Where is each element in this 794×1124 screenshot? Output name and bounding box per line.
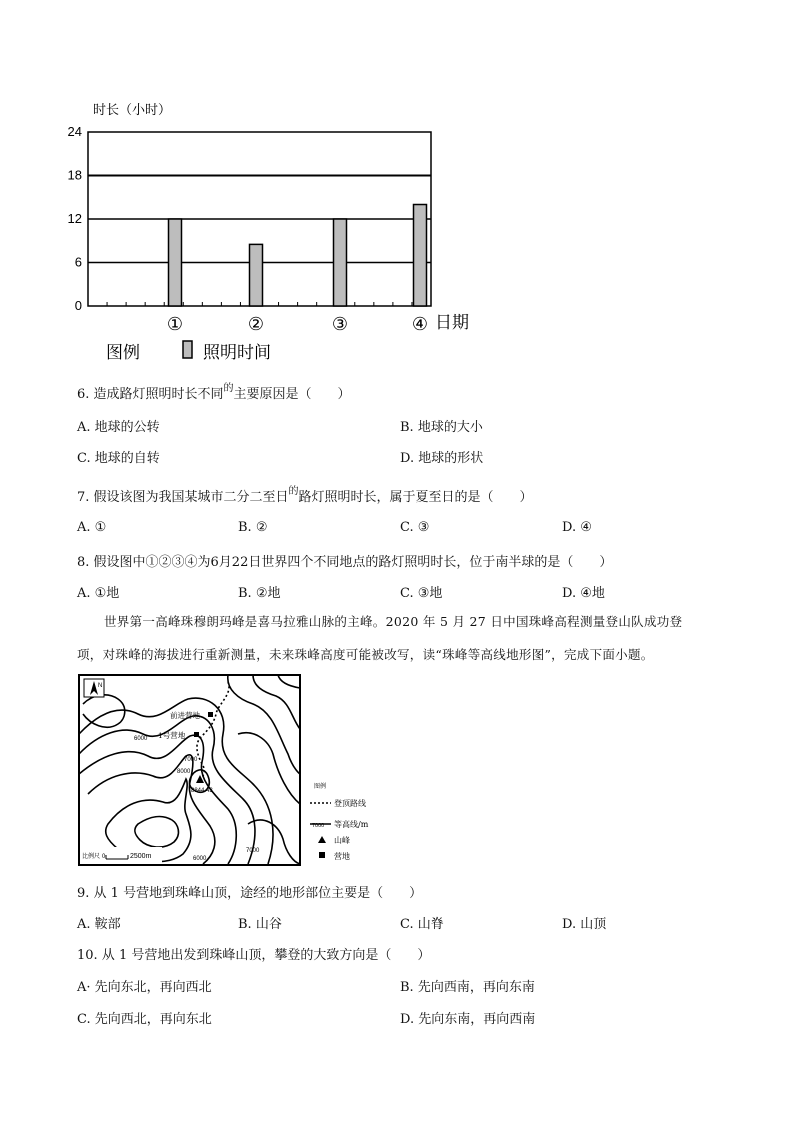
- question-6-stem: [77, 383, 351, 402]
- q9-option-d: D. 山顶: [562, 917, 607, 932]
- map-label-camp-1: 1号营地: [158, 731, 186, 740]
- map-label-7000-b: 7000: [246, 848, 260, 854]
- q6-stem-b: 主要原因是（ ）: [233, 387, 351, 402]
- q10-option-a: A· 先向东北，再向西北: [77, 980, 212, 995]
- map-label-6000-a: 6000: [134, 736, 148, 742]
- chart-ylabel: 时长（小时）: [93, 102, 172, 117]
- passage-line-2: 项，对珠峰的海拔进行重新测量，未来珠峰高度可能被改写，读“珠峰等高线地形图”，完成下面小题。: [77, 647, 654, 662]
- x-tick-label-4: ④: [411, 314, 429, 335]
- x-tick-labels: [167, 314, 428, 335]
- map-label-7000-a: 7000: [184, 757, 198, 763]
- bar-2: [250, 244, 263, 306]
- q10-option-c: C. 先向西北，再向东北: [77, 1012, 212, 1027]
- bar-3: [334, 219, 347, 306]
- y-tick-labels: [68, 124, 82, 313]
- q6-option-c: C. 地球的自转: [77, 451, 160, 466]
- q7-option-b: B. ②: [238, 520, 268, 535]
- q7-option-a: A. ①: [77, 520, 107, 535]
- q6-option-b: B. 地球的大小: [400, 420, 483, 435]
- q8-option-b: B. ②地: [238, 586, 281, 601]
- q10-option-b: B. 先向西南，再向东南: [400, 980, 535, 995]
- lighting-duration-chart: [67, 96, 488, 366]
- map-legend-camp: 营地: [334, 852, 350, 861]
- question-8-stem: 8. 假设图中①②③④为6月22日世界四个不同地点的路灯照明时长，位于南半球的是（ ）: [77, 555, 613, 570]
- map-legend: [310, 782, 369, 861]
- q7-stem-a: 7. 假设该图为我国某城市二分二至日: [77, 490, 289, 505]
- q6-stem-sup: 的: [223, 383, 234, 394]
- north-arrow: [84, 679, 104, 697]
- q10-option-d: D. 先向东南，再向西南: [400, 1012, 536, 1027]
- passage-line-1: 世界第一高峰珠穆朗玛峰是喜马拉雅山脉的主峰。2020 年 5 月 27 日中国珠峰高程测量登山队成功登: [104, 614, 683, 629]
- legend-bar-swatch: [183, 341, 192, 358]
- camp-marker-1: [194, 732, 199, 737]
- chart-legend-title: 图例: [106, 343, 140, 362]
- map-label-forward-camp: 前进营地: [170, 711, 200, 720]
- map-legend-title: 图例: [314, 783, 327, 790]
- q9-option-c: C. 山脊: [400, 917, 444, 932]
- y-tick-label: 18: [67, 167, 82, 183]
- q7-option-c: C. ③: [400, 520, 430, 535]
- y-tick-label: 24: [67, 124, 82, 139]
- chart-xlabel: 日期: [435, 313, 469, 332]
- q6-stem-a: 6. 造成路灯照明时长不同: [77, 387, 224, 402]
- everest-contour-map: [78, 674, 388, 870]
- y-tick-label: 0: [74, 298, 82, 313]
- y-tick-label: 6: [74, 254, 82, 270]
- map-legend-camp-icon: [319, 852, 325, 858]
- q6-option-a: A. 地球的公转: [77, 420, 160, 435]
- map-scale-distance: 2500m: [130, 853, 152, 860]
- y-tick-label: 12: [67, 211, 82, 226]
- question-9-stem: 9. 从 1 号营地到珠峰山顶，途经的地形部位主要是（ ）: [77, 886, 423, 901]
- map-label-8000: 8000: [177, 769, 191, 775]
- x-tick-label-3: ③: [331, 314, 349, 335]
- x-tick-label-1: ①: [166, 314, 184, 335]
- map-legend-contour: 等高线/m: [334, 820, 369, 829]
- q7-stem-b: 路灯照明时长，属于夏至日的是（ ）: [298, 490, 533, 505]
- question-10-stem: 10. 从 1 号营地出发到珠峰山顶，攀登的大致方向是（ ）: [77, 948, 431, 963]
- q6-option-d: D. 地球的形状: [400, 451, 484, 466]
- camp-marker-forward: [208, 712, 213, 717]
- x-tick-label-2: ②: [247, 314, 265, 335]
- map-scale-label: 比例尺: [82, 853, 101, 860]
- map-legend-peak: 山峰: [334, 836, 350, 845]
- map-scale-zero: 0: [102, 854, 106, 860]
- q8-option-d: D. ④地: [562, 586, 605, 601]
- q8-option-a: A. ①地: [77, 586, 120, 601]
- question-7-stem: [77, 486, 533, 505]
- q8-option-c: C. ③地: [400, 586, 443, 601]
- q7-option-d: D. ④: [562, 520, 592, 535]
- map-legend-contour-value: 7000: [312, 823, 325, 829]
- bar-1: [169, 219, 182, 306]
- chart-legend-label: 照明时间: [203, 343, 271, 362]
- q9-option-b: B. 山谷: [238, 917, 282, 932]
- q9-option-a: A. 鞍部: [77, 917, 121, 932]
- map-legend-route: 登顶路线: [334, 799, 366, 808]
- map-scale-bar: [80, 847, 162, 864]
- map-label-peak-height: 8844.43: [191, 788, 213, 794]
- q7-stem-sup: 的: [288, 486, 299, 497]
- map-label-6000-b: 6000: [193, 856, 207, 862]
- north-label: N: [98, 683, 103, 689]
- map-legend-peak-icon: [318, 836, 326, 843]
- bar-4: [414, 205, 427, 307]
